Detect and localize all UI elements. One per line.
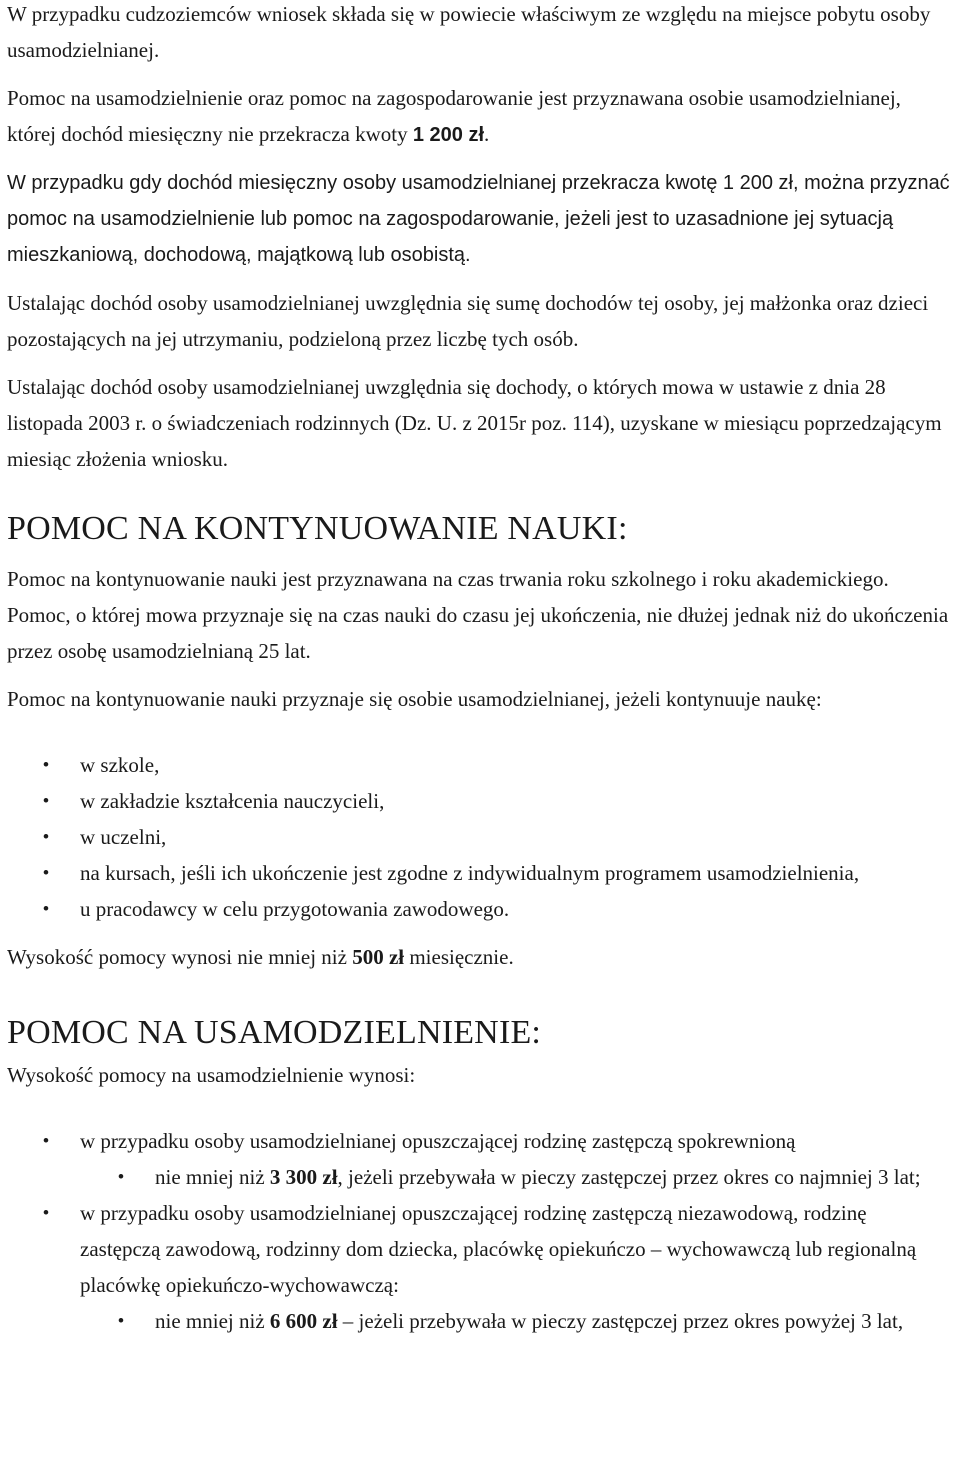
case-other-care-sublist [80, 1303, 952, 1339]
list-item: • w uczelni, [7, 819, 952, 855]
sublist-item [7, 1303, 952, 1339]
paragraph-independence-intro: Wysokość pomocy na usamodzielnienie wynosi: [7, 1063, 416, 1087]
paragraph-income-calculation: Ustalając dochód osoby usamodzielnianej uwzględnia się sumę dochodów tej osoby, jej małżonka oraz dzieci pozostających na jej utrzymaniu, podzieloną przez liczbę tych osób. [7, 291, 929, 351]
case-other-care-text: w przypadku osoby usamodzielnianej opuszczającej rodzinę zastępczą niezawodową, rodzinę zastępczą zawodową, rodzinny dom dziecka, placówkę opiekuńczo – wychowawczą lub regionalną placówkę opiekuńczo-wychowawczą: [80, 1201, 917, 1297]
list-item: • w zakładzie kształcenia nauczycieli, [7, 783, 952, 819]
sublist-item-text: nie mniej niż [155, 1165, 270, 1189]
education-amount-end: miesięcznie. [404, 945, 514, 969]
case-related-family-sublist [80, 1159, 952, 1195]
case-related-family-amount: 3 300 zł [269, 1165, 338, 1189]
paragraph-income-limit [7, 80, 952, 153]
sublist-item [7, 1159, 952, 1195]
case-related-family-text: w przypadku osoby usamodzielnianej opuszczającej rodzinę zastępczą spokrewnioną [80, 1129, 796, 1153]
list-item: • w szkole, [7, 747, 952, 783]
independence-cases-list [7, 1123, 952, 1339]
sublist-item-text-end: , jeżeli przebywała w pieczy zastępczej przez okres co najmniej 3 lat; [337, 1165, 921, 1189]
education-amount-text: Wysokość pomocy wynosi nie mniej niż [7, 945, 353, 969]
case-other-care-amount: 6 600 zł [269, 1309, 338, 1333]
education-amount-value: 500 zł [352, 945, 405, 969]
education-places-list [7, 747, 952, 927]
list-item: • na kursach, jeśli ich ukończenie jest zgodne z indywidualnym programem usamodzielnienia, [7, 855, 952, 891]
paragraph-income-exceeded: W przypadku gdy dochód miesięczny osoby usamodzielnianej przekracza kwotę 1 200 zł, można przyznać pomoc na usamodzielnienie lub pomoc na zagospodarowanie, jeżeli jest to uzasadnione jej sytuacją mieszkaniową, dochodową, majątkową lub osobistą. [7, 172, 950, 266]
paragraph-education-amount [7, 939, 952, 975]
heading-continuing-education: POMOC NA KONTYNUOWANIE NAUKI: [7, 510, 628, 547]
heading-independence-support: POMOC NA USAMODZIELNIENIE: [7, 1014, 542, 1051]
paragraph-foreigners: W przypadku cudzoziemców wniosek składa się w powiecie właściwym ze względu na miejsce pobytu osoby usamodzielnianej. [7, 2, 931, 62]
paragraph-income-sources: Ustalając dochód osoby usamodzielnianej uwzględnia się dochody, o których mowa w ustawie z dnia 28 listopada 2003 r. o świadczeniach rodzinnych (Dz. U. z 2015r poz. 114), uzyskane w miesiącu poprzedzającym miesiąc złożenia wniosku. [7, 375, 942, 471]
paragraph-education-duration: Pomoc na kontynuowanie nauki jest przyznawana na czas trwania roku szkolnego i roku akademickiego. Pomoc, o której mowa przyznaje się na czas nauki do czasu jej ukończenia, nie dłużej jednak niż do ukończenia przez osobę usamodzielnianą 25 lat. [7, 567, 949, 663]
paragraph-income-limit-text: Pomoc na usamodzielnienie oraz pomoc na zagospodarowanie jest przyznawana osobie usamodzielnianej, której dochód miesięczny nie przekracza kwoty [7, 86, 901, 146]
list-item-case-related-family [7, 1123, 952, 1195]
list-item: • u pracodawcy w celu przygotowania zawodowego. [7, 891, 952, 927]
sublist-item-text-end: – jeżeli przebywała w pieczy zastępczej przez okres powyżej 3 lat, [337, 1309, 904, 1333]
paragraph-education-conditions: Pomoc na kontynuowanie nauki przyznaje się osobie usamodzielnianej, jeżeli kontynuuje naukę: [7, 687, 822, 711]
paragraph-income-limit-end: . [484, 122, 490, 146]
list-item-case-other-care [7, 1195, 952, 1339]
income-limit-amount: 1 200 zł [412, 124, 485, 146]
sublist-item-text: nie mniej niż [155, 1309, 270, 1333]
